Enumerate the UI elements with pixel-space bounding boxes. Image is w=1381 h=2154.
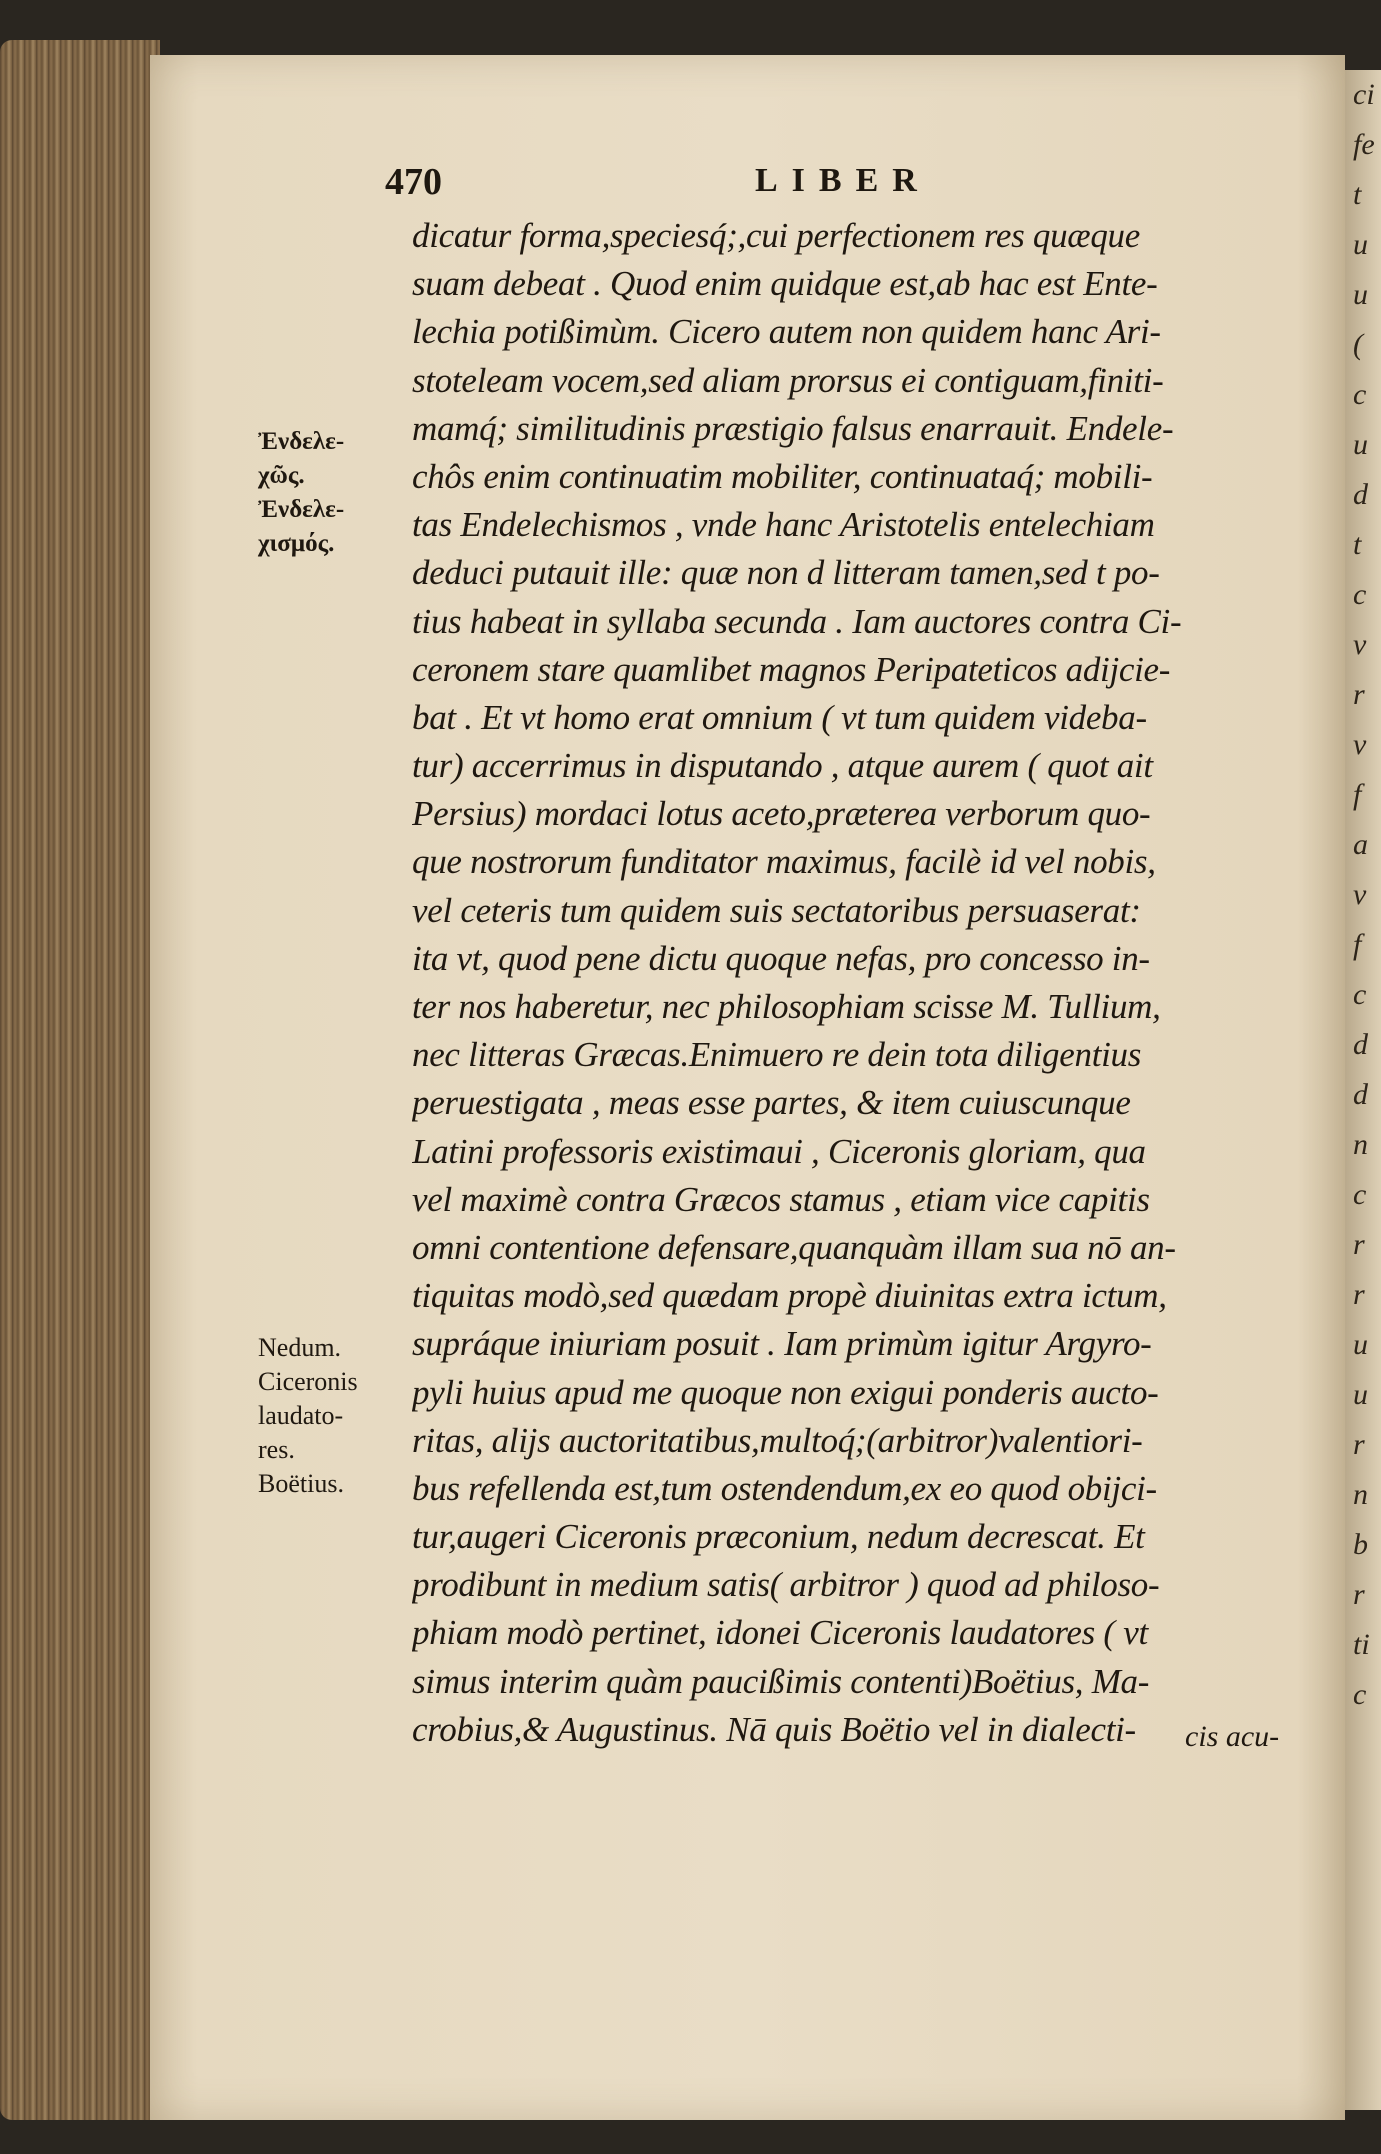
margin-note-greek: χισμός.: [258, 530, 335, 557]
page-number: 470: [385, 161, 442, 203]
text-line: peruestigata , meas esse partes, & item cuiuscunque: [412, 1083, 1131, 1123]
text-line: ita vt, quod pene dictu quoque nefas, pro concesso in-: [412, 938, 1150, 978]
margin-note-greek: Ἐνδελε-: [258, 428, 345, 455]
text-line: tius habeat in syllaba secunda . Iam auctores contra Ci-: [412, 601, 1182, 641]
facing-page-fragment: r: [1353, 1278, 1365, 1311]
text-line: suam debeat . Quod enim quidque est,ab hac est Ente-: [412, 264, 1158, 304]
facing-page-fragment: r: [1353, 1428, 1365, 1461]
margin-note-latin: Boëtius.: [258, 1469, 344, 1498]
facing-page-edge: [1345, 70, 1381, 2110]
facing-page-fragment: d: [1353, 1028, 1368, 1061]
text-line: vel maximè contra Græcos stamus , etiam vice capitis: [412, 1179, 1150, 1219]
margin-note-latin: Nedum.: [258, 1333, 342, 1362]
margin-note-latin: laudato-: [258, 1401, 344, 1430]
facing-page-fragment: u: [1353, 1328, 1368, 1361]
text-line: Persius) mordaci lotus aceto,præterea verborum quo-: [412, 794, 1151, 834]
text-line: tiquitas modò,sed quædam propè diuinitas extra ictum,: [412, 1276, 1167, 1316]
text-line: vel ceteris tum quidem suis sectatoribus persuaserat:: [412, 890, 1141, 930]
facing-page-fragment: c: [1353, 1678, 1367, 1711]
facing-page-fragment: c: [1353, 378, 1367, 411]
facing-page-fragment: fe: [1353, 128, 1375, 161]
facing-page-fragment: (: [1353, 328, 1363, 361]
text-line: phiam modò pertinet, idonei Ciceronis laudatores ( vt: [412, 1613, 1148, 1653]
facing-page-fragment: f: [1353, 928, 1362, 961]
text-line: mamq́; similitudinis præstigio falsus enarrauit. Endele-: [412, 408, 1174, 448]
facing-page-fragment: d: [1353, 478, 1368, 511]
facing-page-fragment: r: [1353, 678, 1365, 711]
facing-page-fragment: ti: [1353, 1628, 1370, 1661]
text-line: que nostrorum funditator maximus, facilè id vel nobis,: [412, 842, 1156, 882]
body-text: [412, 212, 1292, 1754]
text-line: simus interim quàm paucißimis contenti)Boëtius, Ma-: [412, 1661, 1150, 1701]
text-line: Latini professoris existimaui , Ciceronis gloriam, qua: [412, 1131, 1146, 1171]
facing-page-fragment: d: [1353, 1078, 1368, 1111]
running-title: LIBER: [755, 162, 931, 199]
margin-note-latin: res.: [258, 1435, 295, 1464]
facing-page-fragment: n: [1353, 1128, 1368, 1161]
text-line: tur) accerrimus in disputando , atque aurem ( quot ait: [412, 746, 1153, 786]
text-line: bat . Et vt homo erat omnium ( vt tum quidem videba-: [412, 697, 1147, 737]
facing-page-fragment: n: [1353, 1478, 1368, 1511]
text-line: lechia potißimùm. Cicero autem non quidem hanc Ari-: [412, 312, 1161, 352]
facing-page-fragment: t: [1353, 528, 1362, 561]
facing-page-fragment: r: [1353, 1578, 1365, 1611]
facing-page-fragment: v: [1353, 878, 1367, 911]
facing-page-fragment: c: [1353, 578, 1367, 611]
catchword: cis acu-: [1185, 1720, 1280, 1753]
text-line: omni contentione defensare,quanquàm illam sua nō an-: [412, 1227, 1176, 1267]
facing-page-fragment: v: [1353, 728, 1367, 761]
text-line: deduci putauit ille: quæ non d litteram tamen,sed t po-: [412, 553, 1160, 593]
text-line: nec litteras Græcas.Enimuero re dein tota diligentius: [412, 1035, 1142, 1075]
text-line: tur,augeri Ciceronis præconium, nedum decrescat. Et: [412, 1517, 1145, 1557]
text-line: chôs enim continuatim mobiliter, continuataq́; mobili-: [412, 456, 1153, 496]
text-line: ter nos haberetur, nec philosophiam scisse M. Tullium,: [412, 987, 1161, 1026]
facing-page-fragment: c: [1353, 978, 1367, 1011]
facing-page-fragment: b: [1353, 1528, 1368, 1561]
text-line: crobius,& Augustinus. Nā quis Boëtio vel in dialecti-: [412, 1709, 1136, 1749]
book-fore-edge: [0, 40, 160, 2120]
text-line: dicatur forma,speciesq́;,cui perfectionem res quæque: [412, 216, 1140, 255]
page-header: [385, 160, 1285, 210]
text-line: tas Endelechismos , vnde hanc Aristotelis entelechiam: [412, 505, 1155, 545]
margin-notes: [258, 425, 418, 1501]
text-line: bus refellenda est,tum ostendendum,ex eo quod obijci-: [412, 1468, 1157, 1508]
facing-page-fragment: u: [1353, 428, 1368, 461]
facing-page-fragment: a: [1353, 828, 1368, 861]
margin-note-latin: Ciceronis: [258, 1367, 358, 1396]
facing-page-fragment: u: [1353, 278, 1368, 311]
facing-page-fragment: c: [1353, 1178, 1367, 1211]
text-line: stoteleam vocem,sed aliam prorsus ei contiguam,finiti-: [412, 360, 1164, 400]
margin-note-greek: Ἐνδελε-: [258, 496, 345, 523]
facing-page-fragment: ci: [1353, 78, 1375, 111]
facing-page-fragment: u: [1353, 1378, 1368, 1411]
facing-page-fragment: u: [1353, 228, 1368, 261]
facing-page-fragment: f: [1353, 778, 1362, 811]
margin-note-greek: χῶς.: [258, 462, 305, 489]
facing-page-fragment: v: [1353, 628, 1367, 661]
text-line: supráque iniuriam posuit . Iam primùm igitur Argyro-: [412, 1324, 1152, 1364]
text-line: pyli huius apud me quoque non exigui ponderis aucto-: [412, 1372, 1159, 1412]
text-line: prodibunt in medium satis( arbitror ) quod ad philoso-: [412, 1565, 1160, 1605]
text-line: ritas, alijs auctoritatibus,multoq́;(arbitror)valentiori-: [412, 1420, 1143, 1460]
text-line: ceronem stare quamlibet magnos Peripateticos adijcie-: [412, 649, 1171, 689]
facing-page-fragment: r: [1353, 1228, 1365, 1261]
facing-page-fragment: t: [1353, 178, 1362, 211]
